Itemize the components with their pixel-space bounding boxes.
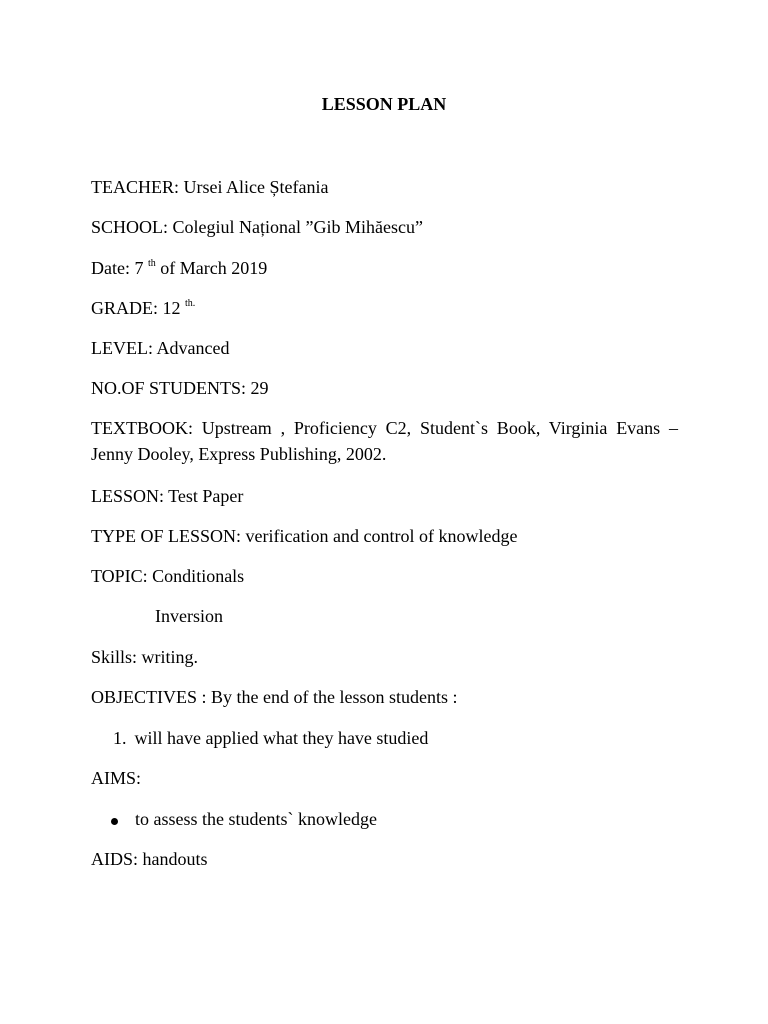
grade-line: [91, 297, 195, 319]
grade-prefix: GRADE: 12: [91, 298, 181, 318]
bullet-icon: [111, 818, 118, 825]
objectives-heading: OBJECTIVES : By the end of the lesson students :: [91, 687, 458, 707]
textbook-line: TEXTBOOK: Upstream , Proficiency C2, Student`s Book, Virginia Evans – Jenny Dooley, Express Publishing, 2002.: [91, 418, 678, 464]
level-line: LEVEL: Advanced: [91, 338, 230, 358]
aids-line: AIDS: handouts: [91, 849, 208, 869]
objective-text: will have applied what they have studied: [134, 728, 429, 748]
type-of-lesson-line: TYPE OF LESSON: verification and control of knowledge: [91, 526, 518, 546]
topic-line: TOPIC: Conditionals: [91, 566, 245, 586]
document-title: LESSON PLAN: [321, 94, 447, 114]
aims-heading: AIMS:: [91, 768, 142, 788]
date-line: [91, 257, 267, 279]
students-line: NO.OF STUDENTS: 29: [91, 378, 269, 398]
objective-item: [113, 727, 428, 749]
aim-item: to assess the students` knowledge: [135, 809, 377, 829]
grade-superscript: th.: [185, 298, 196, 309]
topic-inversion: Inversion: [155, 606, 223, 626]
lesson-line: LESSON: Test Paper: [91, 486, 244, 506]
date-prefix: Date: 7: [91, 258, 144, 278]
school-line: SCHOOL: Colegiul Național ”Gib Mihăescu”: [91, 217, 423, 237]
teacher-line: TEACHER: Ursei Alice Ștefania: [91, 177, 329, 197]
date-suffix: of March 2019: [155, 258, 268, 278]
skills-line: Skills: writing.: [91, 647, 199, 667]
date-superscript: th: [147, 258, 156, 269]
objective-number: 1.: [113, 728, 127, 748]
